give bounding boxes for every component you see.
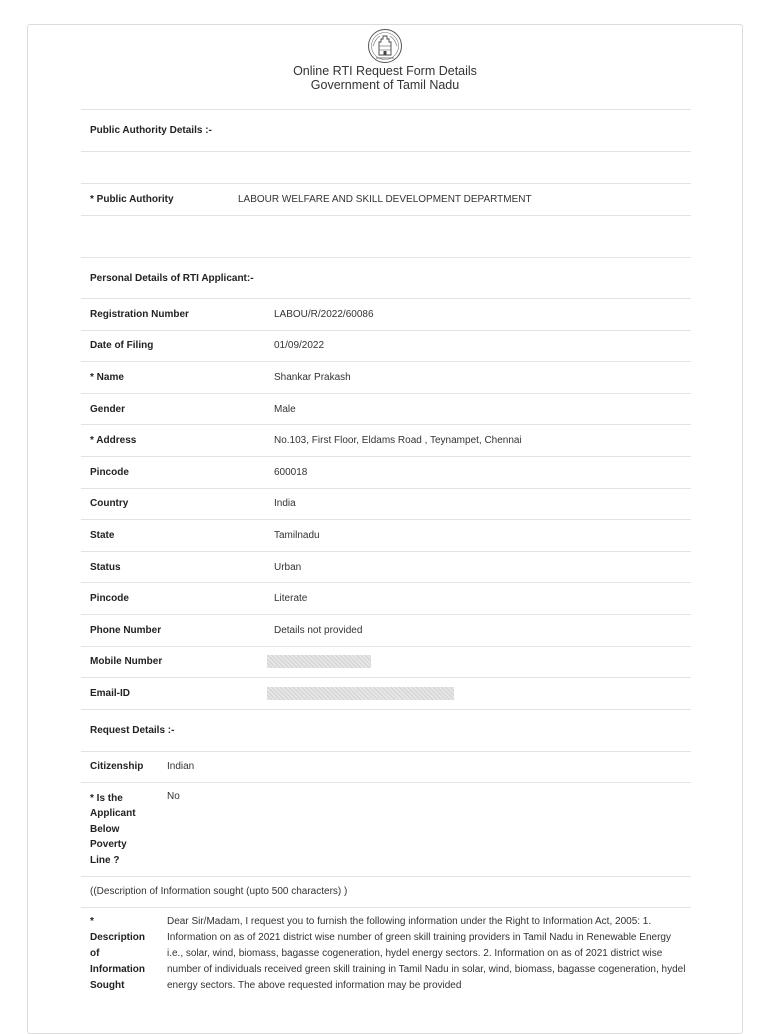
rti-form-page: [27, 24, 743, 1034]
phone-number-label: Phone Number: [90, 624, 162, 636]
request-details-section-heading: [81, 709, 691, 751]
literacy-value: Literate: [274, 593, 308, 605]
mobile-number-row: [81, 646, 691, 678]
gender-row: [81, 393, 691, 425]
registration-number-value: LABOU/R/2022/60086: [274, 308, 374, 320]
bpl-label-line: Poverty: [90, 839, 127, 851]
form-subtitle: Government of Tamil Nadu: [310, 78, 460, 92]
public-authority-row: [81, 183, 691, 215]
description-label-line: *: [90, 915, 94, 927]
bpl-label-line: Applicant: [90, 808, 136, 820]
phone-number-value: Details not provided: [274, 624, 363, 636]
country-value: India: [274, 498, 296, 510]
spacer-row: [81, 215, 691, 257]
pincode-label: Pincode: [90, 466, 129, 478]
date-of-filing-row: [81, 330, 691, 362]
date-of-filing-value: 01/09/2022: [274, 340, 325, 352]
state-value: Tamilnadu: [274, 529, 320, 541]
description-label: [81, 914, 167, 994]
below-poverty-line-label: [81, 791, 167, 869]
description-label-line: Information: [90, 963, 145, 975]
personal-details-section-title: Personal Details of RTI Applicant:-: [90, 272, 254, 284]
description-note-row: [81, 876, 691, 907]
email-label: Email-ID: [90, 687, 131, 699]
pincode-value: 600018: [274, 466, 308, 478]
tamil-nadu-emblem-icon: [367, 28, 403, 64]
description-label-line: Description: [90, 931, 146, 943]
description-value: Dear Sir/Madam, I request you to furnish the following information under the Right to Information Act, 2005: 1. Information on as of 2021 district wise number of green skill training providers in Tamil Nadu in Renewable Energy i.e., solar, wind, biomass, bagasse cogeneration, hydel energy sectors. 2. Information on as of 2021 district wise number of individuals received green skill training in Tamil Nadu in solar, wind, biomass, bagasse cogeneration, hydel energy sectors. The above requested information may be provided: [167, 915, 686, 991]
mobile-number-label: Mobile Number: [90, 656, 163, 668]
name-label: * Name: [90, 371, 124, 383]
description-row: [81, 907, 691, 1027]
state-row: [81, 519, 691, 551]
status-label: Status: [90, 561, 121, 573]
address-value: No.103, First Floor, Eldams Road , Teynampet, Chennai: [274, 435, 522, 447]
public-authority-section-heading: [81, 109, 691, 151]
citizenship-row: [81, 751, 691, 782]
literacy-row: [81, 582, 691, 614]
name-row: [81, 361, 691, 393]
below-poverty-line-value: No: [167, 790, 180, 802]
bpl-label-line: Below: [90, 823, 120, 835]
public-authority-value: LABOUR WELFARE AND SKILL DEVELOPMENT DEPARTMENT: [238, 194, 532, 205]
spacer-row: [81, 151, 691, 183]
description-label-line: Sought: [90, 979, 125, 991]
description-label-line: of: [90, 947, 100, 959]
address-row: [81, 424, 691, 456]
mobile-number-redacted: [267, 655, 371, 668]
form-header: [28, 25, 742, 92]
address-label: * Address: [90, 435, 137, 447]
gender-value: Male: [274, 403, 296, 415]
phone-number-row: [81, 614, 691, 646]
bpl-label-line: Line ?: [90, 854, 120, 866]
country-row: [81, 488, 691, 520]
name-value: Shankar Prakash: [274, 371, 351, 383]
state-label: State: [90, 529, 115, 541]
email-redacted: [267, 687, 454, 700]
form-content: [81, 109, 691, 1027]
date-of-filing-label: Date of Filing: [90, 340, 154, 352]
request-details-section-title: Request Details :-: [90, 724, 175, 736]
citizenship-label: Citizenship: [90, 761, 144, 773]
bpl-label-line: * Is the: [90, 792, 123, 804]
status-value: Urban: [274, 561, 302, 573]
registration-number-label: Registration Number: [90, 308, 189, 320]
status-row: [81, 551, 691, 583]
pincode-row: [81, 456, 691, 488]
country-label: Country: [90, 498, 129, 510]
form-title: Online RTI Request Form Details: [293, 64, 477, 78]
literacy-label: Pincode: [90, 593, 129, 605]
public-authority-section-title: Public Authority Details :-: [90, 125, 212, 136]
citizenship-value: Indian: [167, 761, 195, 773]
below-poverty-line-row: [81, 782, 691, 876]
gender-label: Gender: [90, 403, 126, 415]
registration-number-row: [81, 298, 691, 330]
description-note: ((Description of Information sought (upto 500 characters) ): [90, 886, 348, 898]
personal-details-section-heading: [81, 257, 691, 298]
public-authority-label: * Public Authority: [90, 194, 174, 205]
email-row: [81, 677, 691, 709]
